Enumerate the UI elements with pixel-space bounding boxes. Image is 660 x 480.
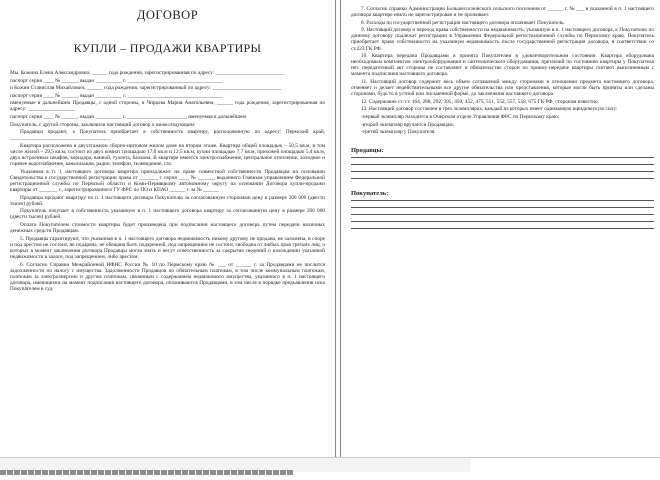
contract-paragraph: 13. Настоящий договор составлен в трех экземплярах, каждый из которых имеет одинаковую юридическую силу: <box>361 106 618 113</box>
sellers-signature-lines <box>351 157 654 180</box>
signature-line <box>351 157 654 158</box>
contract-paragraph: 7. Согласно справки Администрации Большесосновского сельского поселения от ______ г. № ___ в указанной в п. 1 настоящего договора квартире никто не зарегистрирован и не проживает. <box>351 6 654 19</box>
contract-paragraph: 11. Настоящий договор содержит весь объем соглашений между сторонами в отношении предмета настоящего договора, отменяет и делает недействительными все другие обязательства или представления, которые могли быть приняты или сделаны сторонами, будь то в устной или письменной форме, до заключения настоящего договора. <box>351 79 654 98</box>
buyer-signature-label: Покупатель: <box>351 189 389 197</box>
contract-paragraph: 8. Расходы по государственной регистрации настоящего договора оплачивает Покупатель. <box>361 19 565 26</box>
document-subtitle: КУПЛИ – ПРОДАЖИ КВАРТИРЫ <box>73 41 262 55</box>
contract-paragraph: Мы, Кожина Елена Александровна, ______ года рождения, зарегистрированная по адресу: __________________________ <box>10 70 285 76</box>
contract-paragraph: -третий экземпляр у Покупателя. <box>361 129 436 136</box>
contract-paragraph: Указанная в п. 1 настоящего договора квартира принадлежит на праве совместной собственности Продавцам на основании Свидетельства о государственной регистрации права от _______ г. серия ____ № ______, выданного Главным управлением Федеральной регистрационной службы по Пермской области и Коми-Пермяцкому автономному округу на основании Договора купли-продажи квартиры от _______ г., зарегистрированного ГУ ФРС по ПО и КПАО ______ г. за № ______ <box>10 168 325 194</box>
contract-paragraph: Оплата Покупателем стоимости квартиры будет произведена при подписании настоящего договора путем передачи наличных денежных средств Продавцам. <box>10 222 325 235</box>
contract-paragraph: паспорт серия ____ № ______, выдан __________ г. ____________________________________ <box>10 77 223 84</box>
signature-line <box>351 214 654 215</box>
contract-paragraph: Покупатель покупает в собственность указанную в п. 1 настоящего договора квартиру за согласованную цену в размере 200 000 (двести тысяч) рублей. <box>10 208 325 221</box>
contract-paragraph: 6. Согласно Справки Межрайонной ИФНС России № 10 по Пермскому краю № ___ от ______ г. за Продавцами не числится задолженности по налогу с имущества. Задолженности Продавцов по обязательным платежам, в том числе коммунальным платежам, платежам за электроэнергию и другим платежам, связанным с содержанием недвижимого имущества, указанного в п. 1 настоящего договора, имеющимся на момент подписания настоящего договора, оплачиваются Продавцами, в том числе в порядке предъявления иска Покупателем в суд. <box>10 261 325 292</box>
document-title: ДОГОВОР <box>136 8 199 22</box>
footer-segment-bar <box>0 462 300 467</box>
footer-blank-area <box>470 458 660 472</box>
contract-paragraph: и Кожин Станислав Михайлович, ______ года рождения, зарегистрированный по адресу: __________________________ <box>10 85 282 92</box>
contract-paragraph: 5. Продавцы гарантируют, что указанная в п. 1 настоящего договора недвижимость никому другому не продана, не заложена, в споре и под арестом не состоит, не подарена, не обещана быть подаренной, под запрещением не состоит, свободна от любых прав третьих лиц, о которых в момент заключения договора Продавцы могли знать и несут ответственность за сокрытие сведений о нахождении указанной недвижимости в залоге, под запрещением, либо арестом. <box>10 235 325 261</box>
signature-line <box>351 228 654 229</box>
contract-paragraph: 9. Настоящий договор и переход права собственности на недвижимость, указанную в п. 1 настоящего договора, к Покупателю по данному договору подлежат регистрации в Управлении Федеральной регистрационной службы по Пермскому краю. Покупатель приобретает право собственности на указанную недвижимость после государственной регистрации договора, в соответствии со ст.223 ГК РФ. <box>351 27 654 52</box>
signature-line <box>351 221 654 222</box>
signature-line <box>351 164 654 165</box>
contract-paragraph: Продавцы продают, а Покупатель приобретает в собственность квартиру, расположенную по адресу: Пермский край, ______________________________________ <box>10 129 325 142</box>
signature-line <box>351 171 654 172</box>
left-page-text <box>10 70 325 292</box>
right-page-text <box>351 6 654 135</box>
signature-line <box>351 178 654 179</box>
contract-paragraph: паспорт серия ____ № ______, выдан __________ г. ____________________________________ <box>10 92 223 99</box>
contract-paragraph: Квартира расположена в двухэтажном сборно-щитовом жилом доме на втором этаже. Квартира общей площадью – 50,5 кв.м, в том числе жилой – 29,5 кв.м, состоит из двух комнат площадью 17,0 кв.м и 12,5 кв.м, кухни площадью 7,7 кв.м, прихожей площадью 5,4 кв.м, двух встроенных шкафов, коридора, ванной, туалета, балкона. В квартире имеется электроснабжение, центральное отопление, холодное и горячее водоснабжение, канализация, радио, телефон, телевидение, газ. <box>10 142 325 168</box>
signature-line <box>351 200 654 201</box>
contract-paragraph: 12. Содержание ст. ст. 164, 288, 292, 395, 450, 452, 475, 551, 552, 557, 558, 675 ГК РФ, сторонам известно. <box>361 98 600 105</box>
buyer-signature-lines <box>351 200 654 230</box>
contract-paragraph: Покупатель, с другой стороны, заключили настоящий договор о нижеследующем: <box>10 121 196 128</box>
contract-paragraph: именуемые в дальнейшем Продавцы, с одной стороны, и Чиркова Мария Анатольевна, ______ года рождения, зарегистрированная по адресу: __________________ <box>10 100 325 113</box>
contract-paragraph: -первый экземпляр находится в Очерском отделе Управления ФРС по Пермскому краю; <box>361 114 560 120</box>
signature-line <box>351 207 654 208</box>
contract-paragraph: паспорт серия ____ № ______, выдан __________ г. ______________________, именуемая в дальнейшем <box>10 114 246 121</box>
contract-paragraph: Продавцы продают квартиру по п. 1 настоящего договора Покупателю за согласованную сторонами цену в размере 200 000 (двести тысяч) рублей. <box>10 194 325 207</box>
sellers-signature-label: Продавцы: <box>351 146 384 154</box>
contract-paragraph: -второй экземпляр вручается Продавцам; <box>361 121 455 128</box>
contract-paragraph: 10. Квартира передана Продавцами и принята Покупателем в удовлетворительном состоянии. Квартира оборудована необходимым комплектом электрооборудования и сантехнического оборудования, претензий по состоянию квартиры у Покупателя нет, передаточный акт стороны не составляют и обязательство сторон по приему-передаче квартиры считают выполненным с момента подписания настоящего договора. <box>351 53 654 78</box>
image-footer-strip <box>0 457 660 472</box>
contract-page-right <box>340 0 660 472</box>
